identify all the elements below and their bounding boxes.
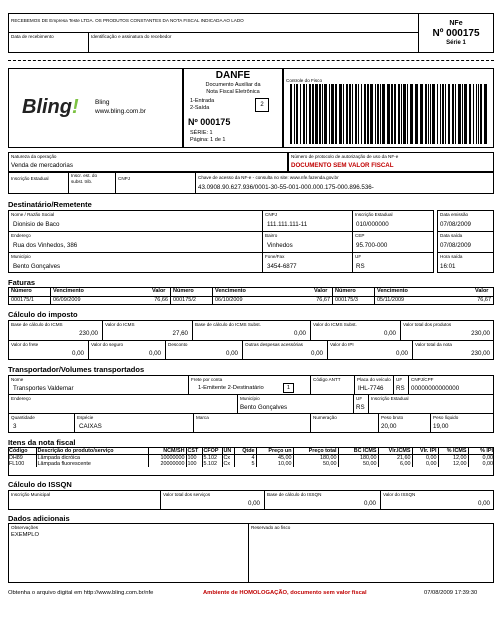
- dest-hora: 16:01: [440, 263, 456, 270]
- barcode-bar: [455, 84, 456, 144]
- transp-liquido: 19,00: [433, 423, 449, 430]
- barcode-bar: [331, 84, 334, 144]
- danfe-numero: Nº 000175: [188, 117, 231, 127]
- dest-municipio: Bento Gonçalves: [13, 263, 61, 270]
- danfe-tipo: 2: [260, 102, 264, 108]
- table-cell: 5: [234, 461, 256, 467]
- footer-right: 07/08/2009 17:39:30: [424, 590, 478, 596]
- barcode-bar: [358, 84, 359, 144]
- fat-2-venc: 06/10/2009: [215, 297, 243, 303]
- fat-1-numero: 000175/1: [11, 297, 34, 303]
- barcode-bar: [401, 84, 402, 144]
- danfe-pagina: Página: 1 de 1: [190, 137, 226, 143]
- adicionais-title: Dados adicionais: [8, 514, 70, 523]
- barcode-bar: [478, 84, 479, 144]
- transp-numeracao-label: Numeração: [313, 415, 337, 420]
- destinatario-title: Destinatário/Remetente: [8, 200, 92, 209]
- bling-logo-mark: !: [72, 96, 79, 118]
- table-cell: Cx: [222, 455, 234, 462]
- table-cell: 5.102: [202, 455, 222, 462]
- issqn-base: 0,00: [363, 500, 376, 507]
- barcode-bar: [309, 84, 311, 144]
- table-cell: 5.102: [202, 461, 222, 467]
- barcode-bar: [462, 84, 463, 144]
- itens-header-cell: Vlr. IPI: [412, 448, 438, 455]
- seguro-label: Valor do seguro: [91, 342, 124, 347]
- barcode-bar: [387, 84, 390, 144]
- itens-header-cell: % ICMS: [438, 448, 468, 455]
- issqn-servicos-label: Valor total dos serviços: [163, 492, 211, 497]
- barcode-bar: [296, 84, 298, 144]
- barcode-bar: [346, 84, 348, 144]
- dest-endereco: Rua dos Vinhedos, 386: [13, 242, 78, 249]
- adicionais-box: [8, 523, 494, 583]
- barcode-bar: [476, 84, 477, 144]
- barcode-bar: [458, 84, 461, 144]
- fat-3-valor-label: Valor: [475, 288, 489, 294]
- dest-uf: RS: [356, 263, 365, 270]
- barcode-bar: [349, 84, 351, 144]
- itens-header-cell: Preço total: [293, 448, 338, 455]
- table-cell: 50,00: [293, 461, 338, 467]
- valor-icms: 27,60: [172, 330, 188, 337]
- barcode-bar: [322, 84, 323, 144]
- table-cell: 0,00: [468, 461, 494, 467]
- barcode-bar: [437, 84, 438, 144]
- desconto: 0,00: [225, 350, 238, 357]
- issqn-servicos: 0,00: [247, 500, 260, 507]
- canhoto-data-recebimento: Data de recebimento: [11, 34, 54, 39]
- natureza-label: Natureza da operação: [11, 154, 57, 159]
- itens-header-cell: Descrição do produto/serviço: [36, 448, 148, 455]
- barcode-bar: [410, 84, 413, 144]
- ie-st-label-1: Inscr. est. do: [71, 173, 98, 178]
- dest-ie: 010/000000: [356, 221, 389, 228]
- danfe-serie: SÉRIE: 1: [190, 130, 213, 136]
- transp-qtd-label: Quantidade: [11, 415, 35, 420]
- transp-frete-label: Frete por conta: [191, 377, 223, 382]
- base-icms-label: Base de cálculo do ICMS: [11, 322, 63, 327]
- barcode-bar: [394, 84, 396, 144]
- dest-nome-label: Nome / Razão Social: [11, 212, 55, 217]
- transp-cnpj-label: CNPJ/CPF: [411, 377, 434, 382]
- table-cell: 50,00: [338, 461, 378, 467]
- table-cell: Lâmpada dicróica: [36, 455, 148, 462]
- itens-header-cell: Qtde: [234, 448, 256, 455]
- valor-st-label: Valor do ICMS Subst.: [313, 322, 357, 327]
- obs-label: Observações: [11, 525, 39, 530]
- table-cell: DH89: [9, 455, 23, 461]
- transp-especie: CAIXAS: [79, 423, 102, 430]
- table-cell: 45,00: [256, 455, 293, 462]
- ipi-label: Valor do IPI: [330, 342, 354, 347]
- protocolo-value: DOCUMENTO SEM VALOR FISCAL: [291, 162, 394, 169]
- dest-municipio-label: Município: [11, 254, 31, 259]
- transp-especie-label: Espécie: [77, 415, 94, 420]
- barcode-bar: [300, 84, 301, 144]
- seguro: 0,00: [148, 350, 161, 357]
- transp-nome-label: Nome: [11, 377, 24, 382]
- barcode-bar: [398, 84, 400, 144]
- barcode-bar: [464, 84, 467, 144]
- table-cell: 12,00: [438, 461, 468, 467]
- fat-2-valor: 76,67: [316, 297, 330, 303]
- dest-cnpj-label: CNPJ: [265, 212, 277, 217]
- total-nota: 230,00: [471, 350, 490, 357]
- fat-1-valor-label: Valor: [152, 288, 166, 294]
- transp-bruto: 20,00: [381, 423, 397, 430]
- dest-uf-label: UF: [355, 254, 362, 259]
- cnpj-label: CNPJ: [118, 176, 130, 181]
- footer-center: Ambiente de HOMOLOGAÇÃO, documento sem valor fiscal: [203, 590, 367, 596]
- base-st: 0,00: [293, 330, 306, 337]
- ie-st-label-2: subst. trib.: [71, 179, 93, 184]
- canhoto-nfe-label: NFe: [449, 20, 463, 27]
- total-nota-label: Valor total da nota: [415, 342, 452, 347]
- dest-hora-label: Hora saída: [440, 254, 463, 259]
- barcode-bar: [442, 84, 444, 144]
- dest-saida: 07/08/2009: [440, 242, 471, 249]
- transportador-title: Transportador/Volumes transportados: [8, 365, 145, 374]
- faturas-title: Faturas: [8, 278, 36, 287]
- table-cell: 12,00: [438, 455, 468, 462]
- issqn-base-label: Base de cálculo do ISSQN: [267, 492, 322, 497]
- canhoto-identificacao: Identificação e assinatura do recebedor: [91, 34, 172, 39]
- transp-nome: Transportes Valdemar: [13, 385, 74, 392]
- issqn-im-label: Inscrição Municipal: [11, 492, 51, 497]
- barcode-bar: [452, 84, 454, 144]
- protocolo-label: Número de protocolo de autorização de uso da NF-e: [291, 154, 399, 159]
- barcode-bar: [294, 84, 295, 144]
- barcode-bar: [484, 84, 487, 144]
- barcode-bar: [370, 84, 373, 144]
- dest-nome: Dionisio de Baco: [13, 221, 60, 228]
- fat-3-numero: 000175/3: [335, 297, 358, 303]
- barcode-bar: [407, 84, 408, 144]
- dest-cep: 95.700-000: [356, 242, 388, 249]
- itens-header-cell: CST: [186, 448, 202, 455]
- table-cell: 180,00: [338, 455, 378, 462]
- dest-cep-label: CEP: [355, 233, 365, 238]
- dest-fone-label: Fone/Fax: [265, 254, 285, 259]
- transp-frete-value: 1: [286, 385, 291, 391]
- transp-antt-label: Código ANTT: [313, 377, 341, 382]
- barcode-bar: [290, 84, 292, 144]
- issqn-title: Cálculo do ISSQN: [8, 480, 72, 489]
- itens-header-cell: Vlr.ICMS: [378, 448, 412, 455]
- barcode-bar: [364, 84, 366, 144]
- barcode-bar: [428, 84, 429, 144]
- table-cell: 100: [186, 455, 202, 462]
- dest-saida-label: Data saída: [440, 233, 463, 238]
- transp-municipio: Bento Gonçalves: [240, 404, 288, 411]
- barcode-bar: [312, 84, 314, 144]
- transp-ie-label: Inscrição Estadual: [371, 396, 409, 401]
- emitente-site: www.bling.com.br: [95, 108, 146, 115]
- chave-value: 43.0908.90.627.936/0001-30-55-001-000.000.175-000.896.536-: [198, 184, 374, 191]
- total-prod: 230,00: [471, 330, 490, 337]
- ipi: 0,00: [395, 350, 408, 357]
- table-cell: 21,60: [378, 455, 412, 462]
- total-prod-label: Valor total dos produtos: [403, 322, 452, 327]
- barcode-bar: [445, 84, 446, 144]
- barcode-bar: [377, 84, 379, 144]
- barcode-bar: [361, 84, 362, 144]
- barcode-bar: [382, 84, 385, 144]
- barcode-bar: [303, 84, 305, 144]
- outras-label: Outras despesas acessórias: [245, 342, 303, 347]
- danfe-desc2: Nota Fiscal Eletrônica: [206, 89, 260, 95]
- table-cell: 0,00: [412, 455, 438, 462]
- cut-line: [8, 60, 494, 61]
- base-st-label: Base de cálculo do ICMS Subst.: [195, 322, 261, 327]
- fat-1-venc: 06/09/2009: [53, 297, 81, 303]
- controle-fisco-label: Controle do Fisco: [286, 78, 323, 83]
- danfe-desc1: Documento Auxiliar da: [205, 82, 261, 88]
- barcode-bar: [403, 84, 406, 144]
- danfe-tipo-box: [255, 98, 269, 112]
- transp-uf2: RS: [356, 404, 365, 411]
- itens-title: Itens da nota fiscal: [8, 438, 76, 447]
- barcode-bar: [480, 84, 482, 144]
- barcode-bar: [324, 84, 327, 144]
- ie-label: Inscrição Estadual: [11, 176, 49, 181]
- danfe-entrada: 1-Entrada: [190, 98, 215, 104]
- itens-header-cell: % IPI: [468, 448, 494, 455]
- transp-bruto-label: Peso bruto: [381, 415, 404, 420]
- danfe-saida: 2-Saída: [190, 105, 210, 111]
- barcode-bar: [335, 84, 337, 144]
- transp-liquido-label: Peso líquido: [433, 415, 459, 420]
- barcode-bar: [352, 84, 353, 144]
- dest-ie-label: Inscrição Estadual: [355, 212, 393, 217]
- frete-label: Valor do frete: [11, 342, 39, 347]
- chave-label: Chave de acesso da NF-e - consulta no site: www.nfe.fazenda.gov.br: [198, 175, 339, 180]
- table-cell: 10,00: [256, 461, 293, 467]
- canhoto-numero: Nº 000175: [432, 28, 480, 39]
- itens-header-cell: UN: [222, 448, 234, 455]
- transp-qtd: 3: [13, 423, 17, 430]
- transp-frete: 1-Emitente 2-Destinatário: [198, 385, 264, 391]
- table-cell: Cx: [222, 461, 234, 467]
- valor-st: 0,00: [383, 330, 396, 337]
- fat-3-venc-label: Vencimento: [377, 288, 408, 294]
- reservado-label: Reservado ao fisco: [251, 525, 291, 530]
- table-cell: 6,00: [378, 461, 412, 467]
- barcode-bar: [448, 84, 450, 144]
- transp-uf2-label: UF: [356, 396, 363, 401]
- transp-marca-label: Marca: [196, 415, 209, 420]
- transp-endereco-label: Endereço: [11, 396, 31, 401]
- fat-1-numero-label: Número: [11, 288, 32, 294]
- itens-header-cell: Código: [8, 448, 36, 455]
- table-cell: Lâmpada fluorescente: [36, 461, 148, 467]
- fat-2-venc-label: Vencimento: [215, 288, 246, 294]
- canhoto-recebemos: RECEBEMOS DE Empresa Teste LTDA. OS PRODUTOS CONSTANTES DA NOTA FISCAL INDICADA AO LADO: [11, 18, 244, 23]
- transp-placa: IHL-7746: [358, 385, 384, 392]
- issqn-valor: 0,00: [477, 500, 490, 507]
- barcode-bar: [473, 84, 474, 144]
- transp-uf: RS: [396, 385, 405, 392]
- table-cell: 0,00: [412, 461, 438, 467]
- itens-table: [8, 448, 494, 467]
- natureza-value: Venda de mercadorias: [11, 162, 73, 169]
- table-cell: 10000000: [148, 455, 186, 462]
- bling-logo-text: Bling: [22, 96, 72, 118]
- outras: 0,00: [310, 350, 323, 357]
- barcode-bar: [380, 84, 381, 144]
- transp-placa-label: Placa do veículo: [357, 377, 391, 382]
- barcode-bar: [319, 84, 321, 144]
- barcode-bar: [430, 84, 431, 144]
- fat-1-valor: 76,66: [154, 297, 168, 303]
- barcode-bar: [432, 84, 435, 144]
- issqn-valor-label: Valor do ISSQN: [383, 492, 416, 497]
- table-cell: 4: [234, 455, 256, 462]
- barcode-bar: [415, 84, 418, 144]
- table-row: [8, 461, 494, 467]
- dest-endereco-label: Endereço: [11, 233, 31, 238]
- table-cell: FL100: [9, 461, 25, 467]
- fat-2-numero: 000175/2: [173, 297, 196, 303]
- barcode-bar: [375, 84, 376, 144]
- transp-uf-label: UF: [396, 377, 403, 382]
- barcode: [290, 84, 488, 144]
- table-cell: 180,00: [293, 455, 338, 462]
- itens-header-cell: CFOP: [202, 448, 222, 455]
- transp-municipio-label: Município: [240, 396, 260, 401]
- barcode-bar: [420, 84, 423, 144]
- barcode-bar: [343, 84, 344, 144]
- dest-cnpj: 111.111.111-11: [267, 221, 308, 228]
- fat-3-numero-label: Número: [335, 288, 356, 294]
- emitente-nome: Bling: [95, 99, 110, 106]
- canhoto-serie: Série 1: [446, 40, 466, 46]
- table-cell: 100: [186, 461, 202, 467]
- barcode-bar: [315, 84, 318, 144]
- obs-value: EXEMPLO: [11, 532, 40, 538]
- itens-header-cell: BC ICMS: [338, 448, 378, 455]
- base-icms: 230,00: [79, 330, 98, 337]
- itens-header-row: [8, 448, 494, 455]
- table-cell: 20000000: [148, 461, 186, 467]
- itens-header-cell: Preço un: [256, 448, 293, 455]
- barcode-bar: [425, 84, 427, 144]
- transp-cnpj: 00000000000000: [411, 385, 460, 392]
- dest-bairro: Vinhedos: [267, 242, 293, 249]
- transp-frete-box: [283, 383, 294, 393]
- fat-2-numero-label: Número: [173, 288, 194, 294]
- itens-header-cell: NCM/SH: [148, 448, 186, 455]
- barcode-bar: [469, 84, 471, 144]
- frete: 0,00: [71, 350, 84, 357]
- fat-1-venc-label: Vencimento: [53, 288, 84, 294]
- fat-3-venc: 05/11/2009: [377, 297, 405, 303]
- barcode-bar: [367, 84, 369, 144]
- barcode-bar: [440, 84, 441, 144]
- dest-emissao: 07/08/2009: [440, 221, 471, 228]
- danfe-title: DANFE: [215, 70, 251, 81]
- barcode-bar: [391, 84, 393, 144]
- bling-logo: [22, 96, 79, 119]
- dest-fone: 3454-6877: [267, 263, 297, 270]
- footer-left: Obtenha o arquivo digital em http://www.bling.com.br/nfe: [8, 590, 154, 596]
- desconto-label: Desconto: [168, 342, 188, 347]
- barcode-bar: [339, 84, 342, 144]
- imposto-title: Cálculo do imposto: [8, 310, 78, 319]
- table-cell: 0,00: [468, 455, 494, 462]
- barcode-bar: [329, 84, 330, 144]
- dest-emissao-label: Data emissão: [440, 212, 469, 217]
- fat-3-valor: 76,67: [477, 297, 491, 303]
- barcode-bar: [355, 84, 357, 144]
- fat-2-valor-label: Valor: [314, 288, 328, 294]
- barcode-bar: [306, 84, 307, 144]
- dest-bairro-label: Bairro: [265, 233, 278, 238]
- valor-icms-label: Valor do ICMS: [105, 322, 135, 327]
